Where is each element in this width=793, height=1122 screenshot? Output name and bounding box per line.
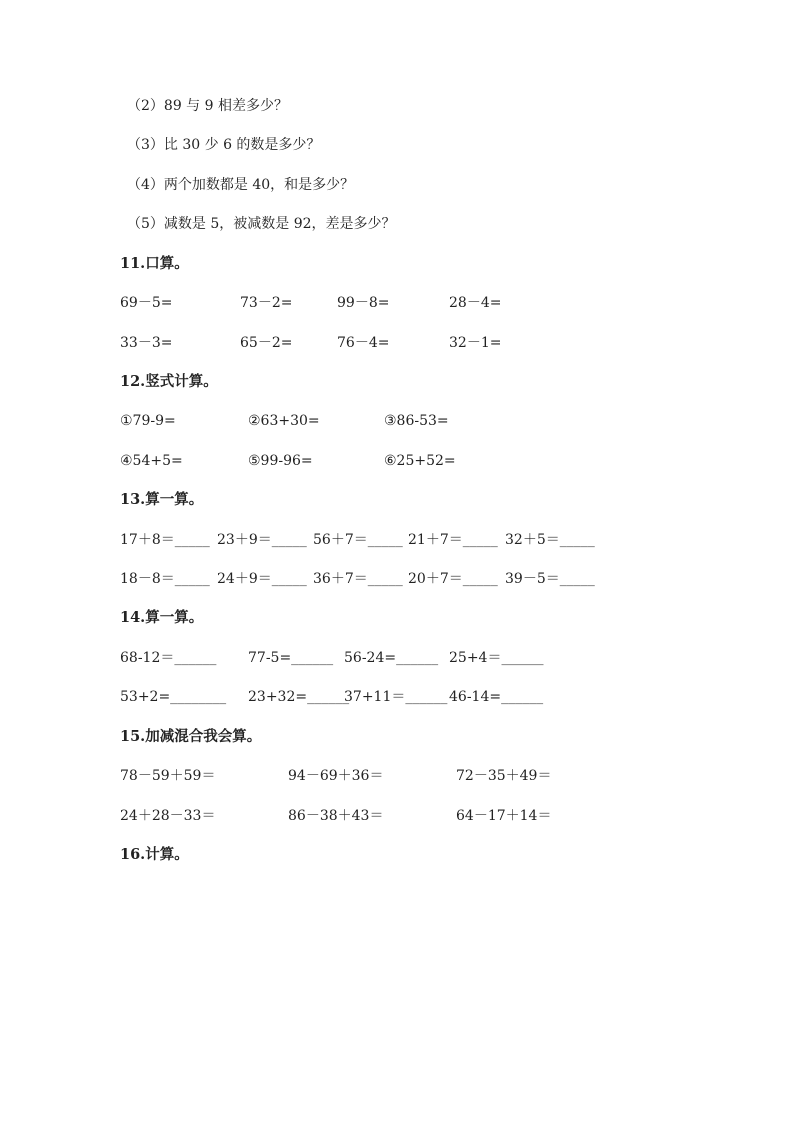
s11-item: 33－3=: [120, 335, 173, 351]
question-3: （3）比 30 少 6 的数是多少？: [127, 137, 321, 153]
s14-item: 56-24=______: [344, 650, 439, 666]
section-15-title: 15.加减混合我会算。: [120, 728, 262, 745]
s13-item: 56＋7＝_____: [313, 532, 403, 548]
s15-item: 64－17＋14＝: [456, 808, 552, 824]
s12-item: ③86-53=: [384, 413, 449, 429]
s12-item: ①79-9=: [120, 413, 176, 429]
s14-item: 77-5=______: [248, 650, 334, 666]
s13-item: 39－5＝_____: [505, 571, 595, 587]
s12-item: ④54+5=: [120, 453, 183, 469]
s11-item: 73－2=: [240, 295, 293, 311]
s12-item: ⑤99-96=: [248, 453, 313, 469]
section-16-title: 16.计算。: [120, 846, 189, 863]
s14-item: 68-12＝______: [120, 650, 217, 666]
s13-item: 32＋5＝_____: [505, 532, 595, 548]
s13-item: 17＋8＝_____: [120, 532, 210, 548]
s11-item: 76－4=: [337, 335, 390, 351]
question-5: （5）减数是 5，被减数是 92，差是多少？: [127, 216, 396, 232]
s14-item: 37+11＝______: [344, 689, 448, 705]
s11-item: 65－2=: [240, 335, 293, 351]
question-2: （2）89 与 9 相差多少？: [127, 98, 288, 114]
s14-item: 23+32=______: [248, 689, 350, 705]
section-11-title: 11.口算。: [120, 255, 189, 272]
s15-item: 78－59＋59＝: [120, 768, 216, 784]
s13-item: 23＋9＝_____: [217, 532, 307, 548]
s14-item: 53+2=________: [120, 689, 227, 705]
s15-item: 24＋28－33＝: [120, 808, 216, 824]
s11-item: 99－8=: [337, 295, 390, 311]
s13-item: 18－8＝_____: [120, 571, 210, 587]
s12-item: ②63+30=: [248, 413, 320, 429]
s15-item: 72－35＋49＝: [456, 768, 552, 784]
s14-item: 46-14=______: [449, 689, 544, 705]
s15-item: 86－38＋43＝: [288, 808, 384, 824]
question-4: （4）两个加数都是 40，和是多少？: [127, 177, 355, 193]
section-14-title: 14.算一算。: [120, 609, 204, 626]
s14-item: 25+4＝______: [449, 650, 544, 666]
s11-item: 28－4=: [449, 295, 502, 311]
s13-item: 20＋7＝_____: [408, 571, 498, 587]
section-12-title: 12.竖式计算。: [120, 373, 218, 390]
s12-item: ⑥25+52=: [384, 453, 456, 469]
s13-item: 36＋7＝_____: [313, 571, 403, 587]
s13-item: 24＋9＝_____: [217, 571, 307, 587]
s13-item: 21＋7＝_____: [408, 532, 498, 548]
s11-item: 69－5=: [120, 295, 173, 311]
s15-item: 94－69＋36＝: [288, 768, 384, 784]
section-13-title: 13.算一算。: [120, 491, 204, 508]
s11-item: 32－1=: [449, 335, 502, 351]
